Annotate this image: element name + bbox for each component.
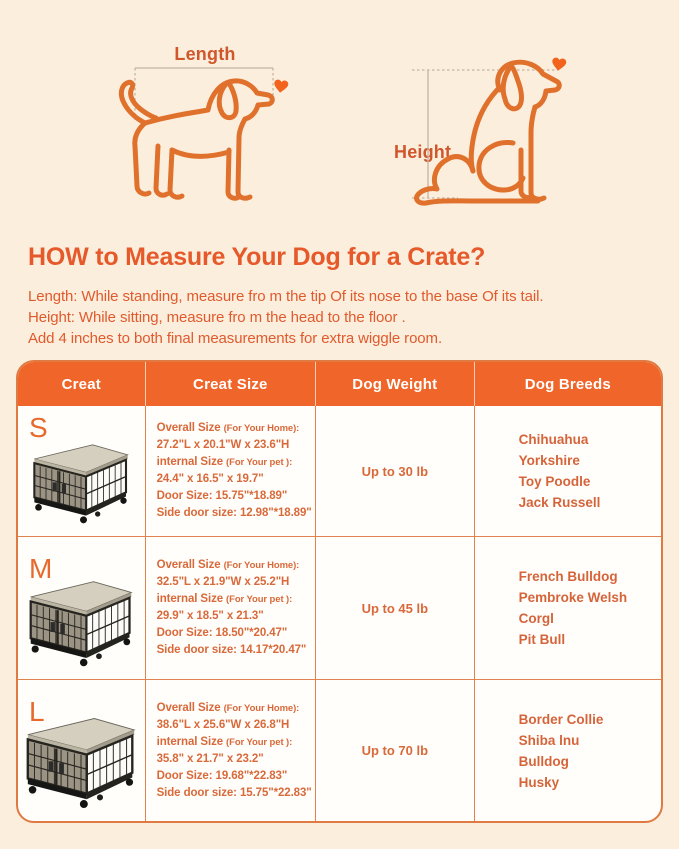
weight-cell-m — [316, 536, 475, 679]
crate-image-s — [31, 434, 131, 524]
internal-size-note: (For Your pet ): — [226, 736, 293, 748]
size-letter-s: S — [29, 412, 48, 443]
header-creat — [18, 362, 146, 406]
crate-cell-l — [18, 679, 146, 821]
weight-cell-s — [316, 406, 475, 536]
internal-size-value: 35.8" x 21.7" x 23.2" — [156, 752, 264, 765]
header-creat-label: Creat — [61, 375, 101, 393]
side-door-size: Side door size: 15.75"*22.83" — [156, 786, 312, 799]
breed-item: Border Collie — [518, 711, 604, 727]
overall-size-label: Overall Size — [156, 422, 221, 434]
side-door-size: Side door size: 14.17*20.47" — [156, 644, 307, 656]
breed-item: Chihuahua — [518, 432, 589, 447]
crate-cell-s — [18, 406, 146, 536]
side-door-size: Side door size: 12.98"*18.89" — [156, 507, 312, 519]
internal-size-label: internal Size — [156, 593, 224, 605]
breed-item: Shiba lnu — [518, 732, 580, 748]
overall-size-value: 38.6"L x 25.6"W x 26.8"H — [156, 718, 290, 731]
breed-item: Yorkshire — [518, 453, 580, 468]
overall-size-label: Overall Size — [156, 559, 221, 571]
weight-value: Up to 45 lb — [361, 600, 429, 616]
heart-icon — [273, 79, 289, 93]
header-creat-size — [146, 362, 316, 406]
overall-size-value: 32.5"L x 21.9"W x 25.2"H — [156, 576, 290, 588]
header-dog-breeds — [475, 362, 661, 406]
header-dog-weight — [316, 362, 475, 406]
standing-dog-figure — [90, 28, 320, 238]
size-cell-l — [146, 679, 316, 821]
breed-item: Jack Russell — [518, 495, 601, 510]
breed-item: Bulldog — [518, 753, 569, 769]
intro-line-wiggle: Add 4 inches to both final measurements for extra wiggle room. — [28, 330, 443, 347]
overall-size-label: Overall Size — [156, 701, 221, 714]
intro-line-length: Length: While standing, measure fro m the tip Of its nose to the base Of its tail. — [28, 288, 544, 305]
internal-size-value: 29.9" x 18.5" x 21.3" — [156, 610, 264, 622]
overall-size-note: (For Your Home): — [223, 423, 300, 434]
size-letter-m: M — [29, 553, 53, 584]
size-cell-m — [146, 536, 316, 679]
size-table — [16, 360, 663, 823]
standing-dog-illustration — [90, 28, 320, 238]
size-cell-s — [146, 406, 316, 536]
breeds-cell-l — [475, 679, 661, 821]
crate-cell-m — [18, 536, 146, 679]
internal-size-label: internal Size — [156, 456, 224, 468]
weight-cell-l — [316, 679, 475, 821]
breed-item: Toy Poodle — [518, 474, 591, 489]
overall-size-note: (For Your Home): — [223, 560, 300, 571]
height-label: Height — [394, 142, 452, 162]
sitting-dog-illustration — [380, 30, 610, 240]
internal-size-note: (For Your pet ): — [226, 594, 293, 605]
breed-item: Corgl — [518, 611, 554, 626]
internal-size-label: internal Size — [156, 735, 224, 748]
weight-value: Up to 30 lb — [361, 463, 429, 479]
door-size: Door Size: 19.68"*22.83" — [156, 769, 288, 782]
header-creat-size-label: Creat Size — [193, 375, 268, 393]
header-dog-weight-label: Dog Weight — [352, 375, 438, 393]
page-title: HOW to Measure Your Dog for a Crate? — [28, 243, 486, 271]
breed-item: Pembroke Welsh — [518, 590, 628, 605]
sitting-dog-figure — [380, 30, 610, 240]
length-label: Length — [174, 44, 236, 64]
sitting-dog-outline — [416, 62, 559, 203]
standing-dog-outline — [121, 81, 272, 198]
breed-item: French Bulldog — [518, 569, 618, 584]
breed-item: Pit Bull — [518, 632, 566, 647]
door-size: Door Size: 15.75"*18.89" — [156, 490, 288, 502]
intro-line-height: Height: While sitting, measure fro m the head to the floor . — [28, 309, 406, 326]
intro-text — [28, 286, 658, 349]
overall-size-note: (For Your Home): — [223, 702, 300, 714]
breeds-cell-s — [475, 406, 661, 536]
overall-size-value: 27.2"L x 20.1"W x 23.6"H — [156, 439, 290, 451]
header-dog-breeds-label: Dog Breeds — [524, 375, 611, 393]
breeds-cell-m — [475, 536, 661, 679]
breed-item: Husky — [518, 774, 560, 790]
weight-value: Up to 70 lb — [361, 743, 429, 758]
internal-size-note: (For Your pet ): — [226, 457, 293, 468]
door-size: Door Size: 18.50"*20.47" — [156, 627, 288, 639]
internal-size-value: 24.4" x 16.5" x 19.7" — [156, 473, 264, 485]
size-letter-l: L — [29, 696, 45, 727]
